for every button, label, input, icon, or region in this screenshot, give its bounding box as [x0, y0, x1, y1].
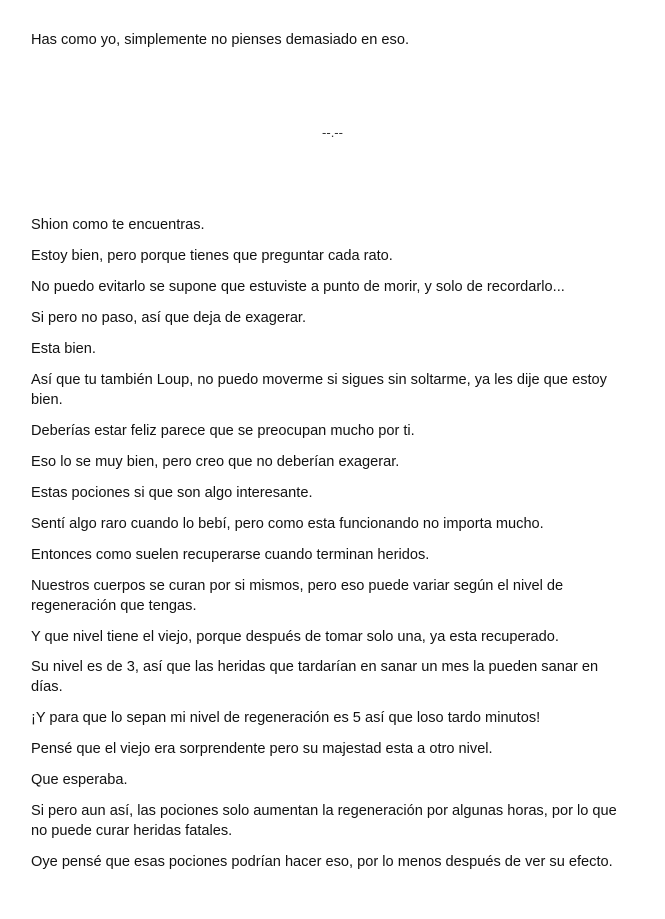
- paragraph: Esta bien.: [31, 341, 96, 357]
- paragraph: Deberías estar feliz parece que se preocupan mucho por ti.: [31, 423, 415, 439]
- paragraph: Si pero aun así, las pociones solo aumentan la regeneración por algunas horas, por lo que no puede curar heridas fatales.: [31, 803, 617, 839]
- paragraph: Shion como te encuentras.: [31, 217, 205, 233]
- paragraph: Entonces como suelen recuperarse cuando terminan heridos.: [31, 547, 430, 563]
- paragraph: Que esperaba.: [31, 772, 128, 788]
- paragraph: Nuestros cuerpos se curan por si mismos, pero eso puede variar según el nivel de regeneración que tengas.: [31, 578, 564, 614]
- paragraph: Estas pociones si que son algo interesante.: [31, 485, 313, 501]
- paragraph: Eso lo se muy bien, pero creo que no deberían exagerar.: [31, 454, 400, 470]
- paragraph: No puedo evitarlo se supone que estuviste a punto de morir, y solo de recordarlo...: [31, 279, 565, 295]
- paragraph: Y que nivel tiene el viejo, porque después de tomar solo una, ya esta recuperado.: [31, 629, 559, 645]
- paragraph: Estoy bien, pero porque tienes que preguntar cada rato.: [31, 248, 393, 264]
- section-separator: --.--: [322, 125, 343, 140]
- paragraph: ¡Y para que lo sepan mi nivel de regeneración es 5 así que loso tardo minutos!: [31, 710, 541, 726]
- paragraph: Sentí algo raro cuando lo bebí, pero como esta funcionando no importa mucho.: [31, 516, 544, 532]
- intro-paragraph: Has como yo, simplemente no pienses demasiado en eso.: [31, 32, 410, 48]
- paragraph: Si pero no paso, así que deja de exagerar.: [31, 310, 307, 326]
- paragraph: Así que tu también Loup, no puedo moverme si sigues sin soltarme, ya les dije que estoy bien.: [31, 372, 607, 408]
- paragraph: Pensé que el viejo era sorprendente pero su majestad esta a otro nivel.: [31, 741, 493, 757]
- paragraph: Su nivel es de 3, así que las heridas que tardarían en sanar un mes la pueden sanar en días.: [31, 659, 599, 695]
- paragraph: Oye pensé que esas pociones podrían hacer eso, por lo menos después de ver su efecto.: [31, 854, 613, 870]
